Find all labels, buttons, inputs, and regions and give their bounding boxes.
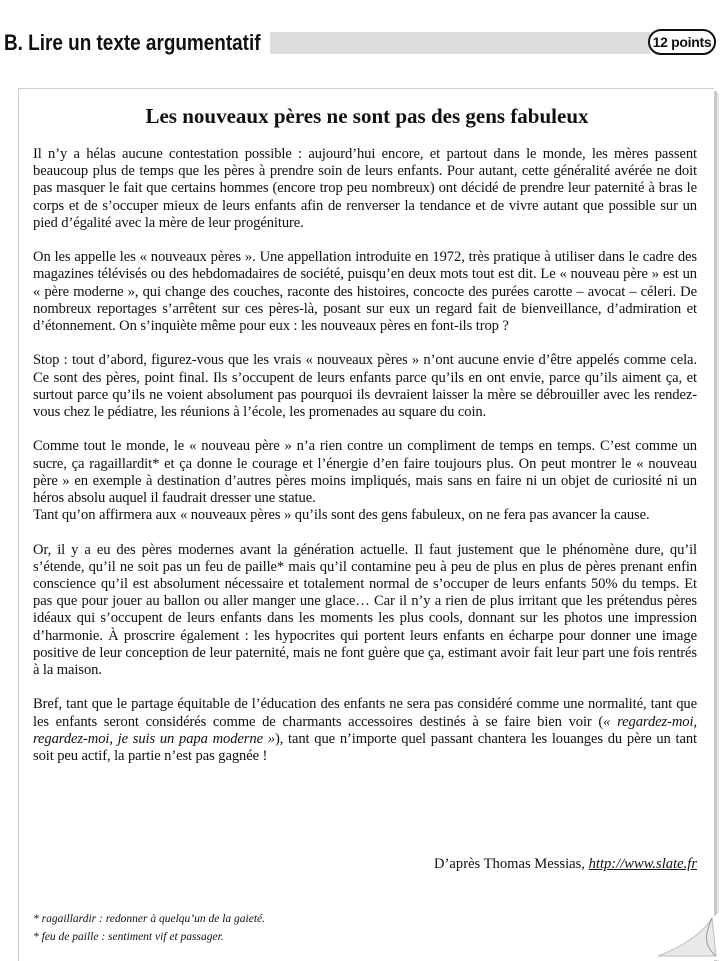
document-title: Les nouveaux pères ne sont pas des gens fabuleux	[145, 104, 589, 128]
section-title: B. Lire un texte argumentatif	[4, 30, 261, 55]
document-body	[33, 146, 697, 782]
section-header	[0, 28, 720, 58]
attribution-author: D’après Thomas Messias,	[434, 856, 585, 872]
footnote: * feu de paille : sentiment vif et passager.	[33, 931, 224, 943]
attribution	[434, 856, 697, 873]
header-band	[270, 32, 650, 54]
paragraph-last-end: ), tant que n’importe quel passant chantera les louanges du père un tant soit peu actif, la partie n’est pas gagnée !	[33, 730, 698, 765]
paragraph-last-start: Bref, tant que le partage équitable de l’éducation des enfants ne sera pas considéré comme une normalité, tant que les enfants seront considérés comme de charmants accessoires destinés à se faire bien voir (	[33, 696, 697, 730]
source-link[interactable]: http://www.slate.fr	[588, 856, 697, 872]
quote: « regardez-moi, regardez-moi, je suis un papa moderne »	[33, 713, 697, 747]
page-curl-icon	[650, 912, 720, 960]
footnotes	[33, 910, 633, 946]
paragraph: Tant qu’on affirmera aux « nouveaux pères » qu’ils sont des gens fabuleux, on ne fera pas avancer la cause.	[33, 507, 650, 524]
paragraph: Comme tout le monde, le « nouveau père » n’a rien contre un compliment de temps en temps. C’est comme un sucre, ça ragaillardit* et ça donne le courage et l’énergie d’en faire toujours plus. On peut montrer le « nouveau père » en exemple à destination d’autres pères moins impliqués, mais sans en faire ni un objet de curiosité ni un héros absolu auquel il faudrait dresser une statue.	[33, 438, 697, 507]
footnote: * ragaillardir : redonner à quelqu’un de la gaieté.	[33, 913, 265, 925]
paragraph: Stop : tout d’abord, figurez-vous que les vrais « nouveaux pères » n’ont aucune envie d’être appelés comme cela. Ce sont des pères, point final. Ils s’occupent de leurs enfants parce qu’ils en ont envie, parce qu’ils aiment ça, et surtout parce qu’ils ne voient absolument pas pourquoi ils devraient laisser la mère se débrouiller avec les rendez-vous chez le pédiatre, les réunions à l’école, les promenades au square du coin.	[33, 352, 697, 421]
paragraph: Il n’y a hélas aucune contestation possible : aujourd’hui encore, et partout dans le monde, les mères passent beaucoup plus de temps que les pères à prendre soin de leurs enfants. Pour autant, cette généralité avérée ne doit pas masquer le fait que certains hommes (encore trop peu nombreux) ont décidé de prendre leur paternité à bras le corps et de s’occuper mieux de leurs enfants afin de renverser la tendance et de vivre autant que possible sur un pied d’égalité avec la mère de leur progéniture.	[33, 146, 697, 231]
points-badge: 12 points	[648, 29, 716, 55]
paragraph: On les appelle les « nouveaux pères ». Une appellation introduite en 1972, très pratique à utiliser dans le cadre des magazines télévisés ou des hebdomadaires de société, puisqu’en deux mots tout est dit. Le « nouveau père » est un « père moderne », qui change des couches, raconte des histoires, concocte des purées carotte – avocat – céleri. De nombreux reportages s’arrêtent sur ces pères-là, posant sur eux un regard fait de bienveillance, d’admiration et d’étonnement. On s’inquiète même pour eux : les nouveaux pères en font-ils trop ?	[33, 249, 697, 335]
paragraph: Or, il y a eu des pères modernes avant la génération actuelle. Il faut justement que le phénomène dure, qu’il s’étende, qu’il ne soit pas un feu de paille* mais qu’il contamine peu à peu de plus en plus de pères prenant enfin conscience qu’il est absolument nécessaire et totalement normal de s’occuper de leurs enfants 50% du temps. Et pas que pour jouer au ballon ou aller manger une glace… Car il n’y a rien de plus irritant que les prétendus pères idéaux qui s’occupent de leurs enfants dans les moments les plus cools, donnant sur les photos une impression d’harmonie. À proscrire également : les hypocrites qui portent leurs enfants en écharpe pour donner une image positive de leur conception de leur paternité, mais ne font guère que ça, estimant avoir fait leur part une fois rentrés à la maison.	[33, 541, 697, 679]
paragraph-last	[33, 696, 697, 765]
